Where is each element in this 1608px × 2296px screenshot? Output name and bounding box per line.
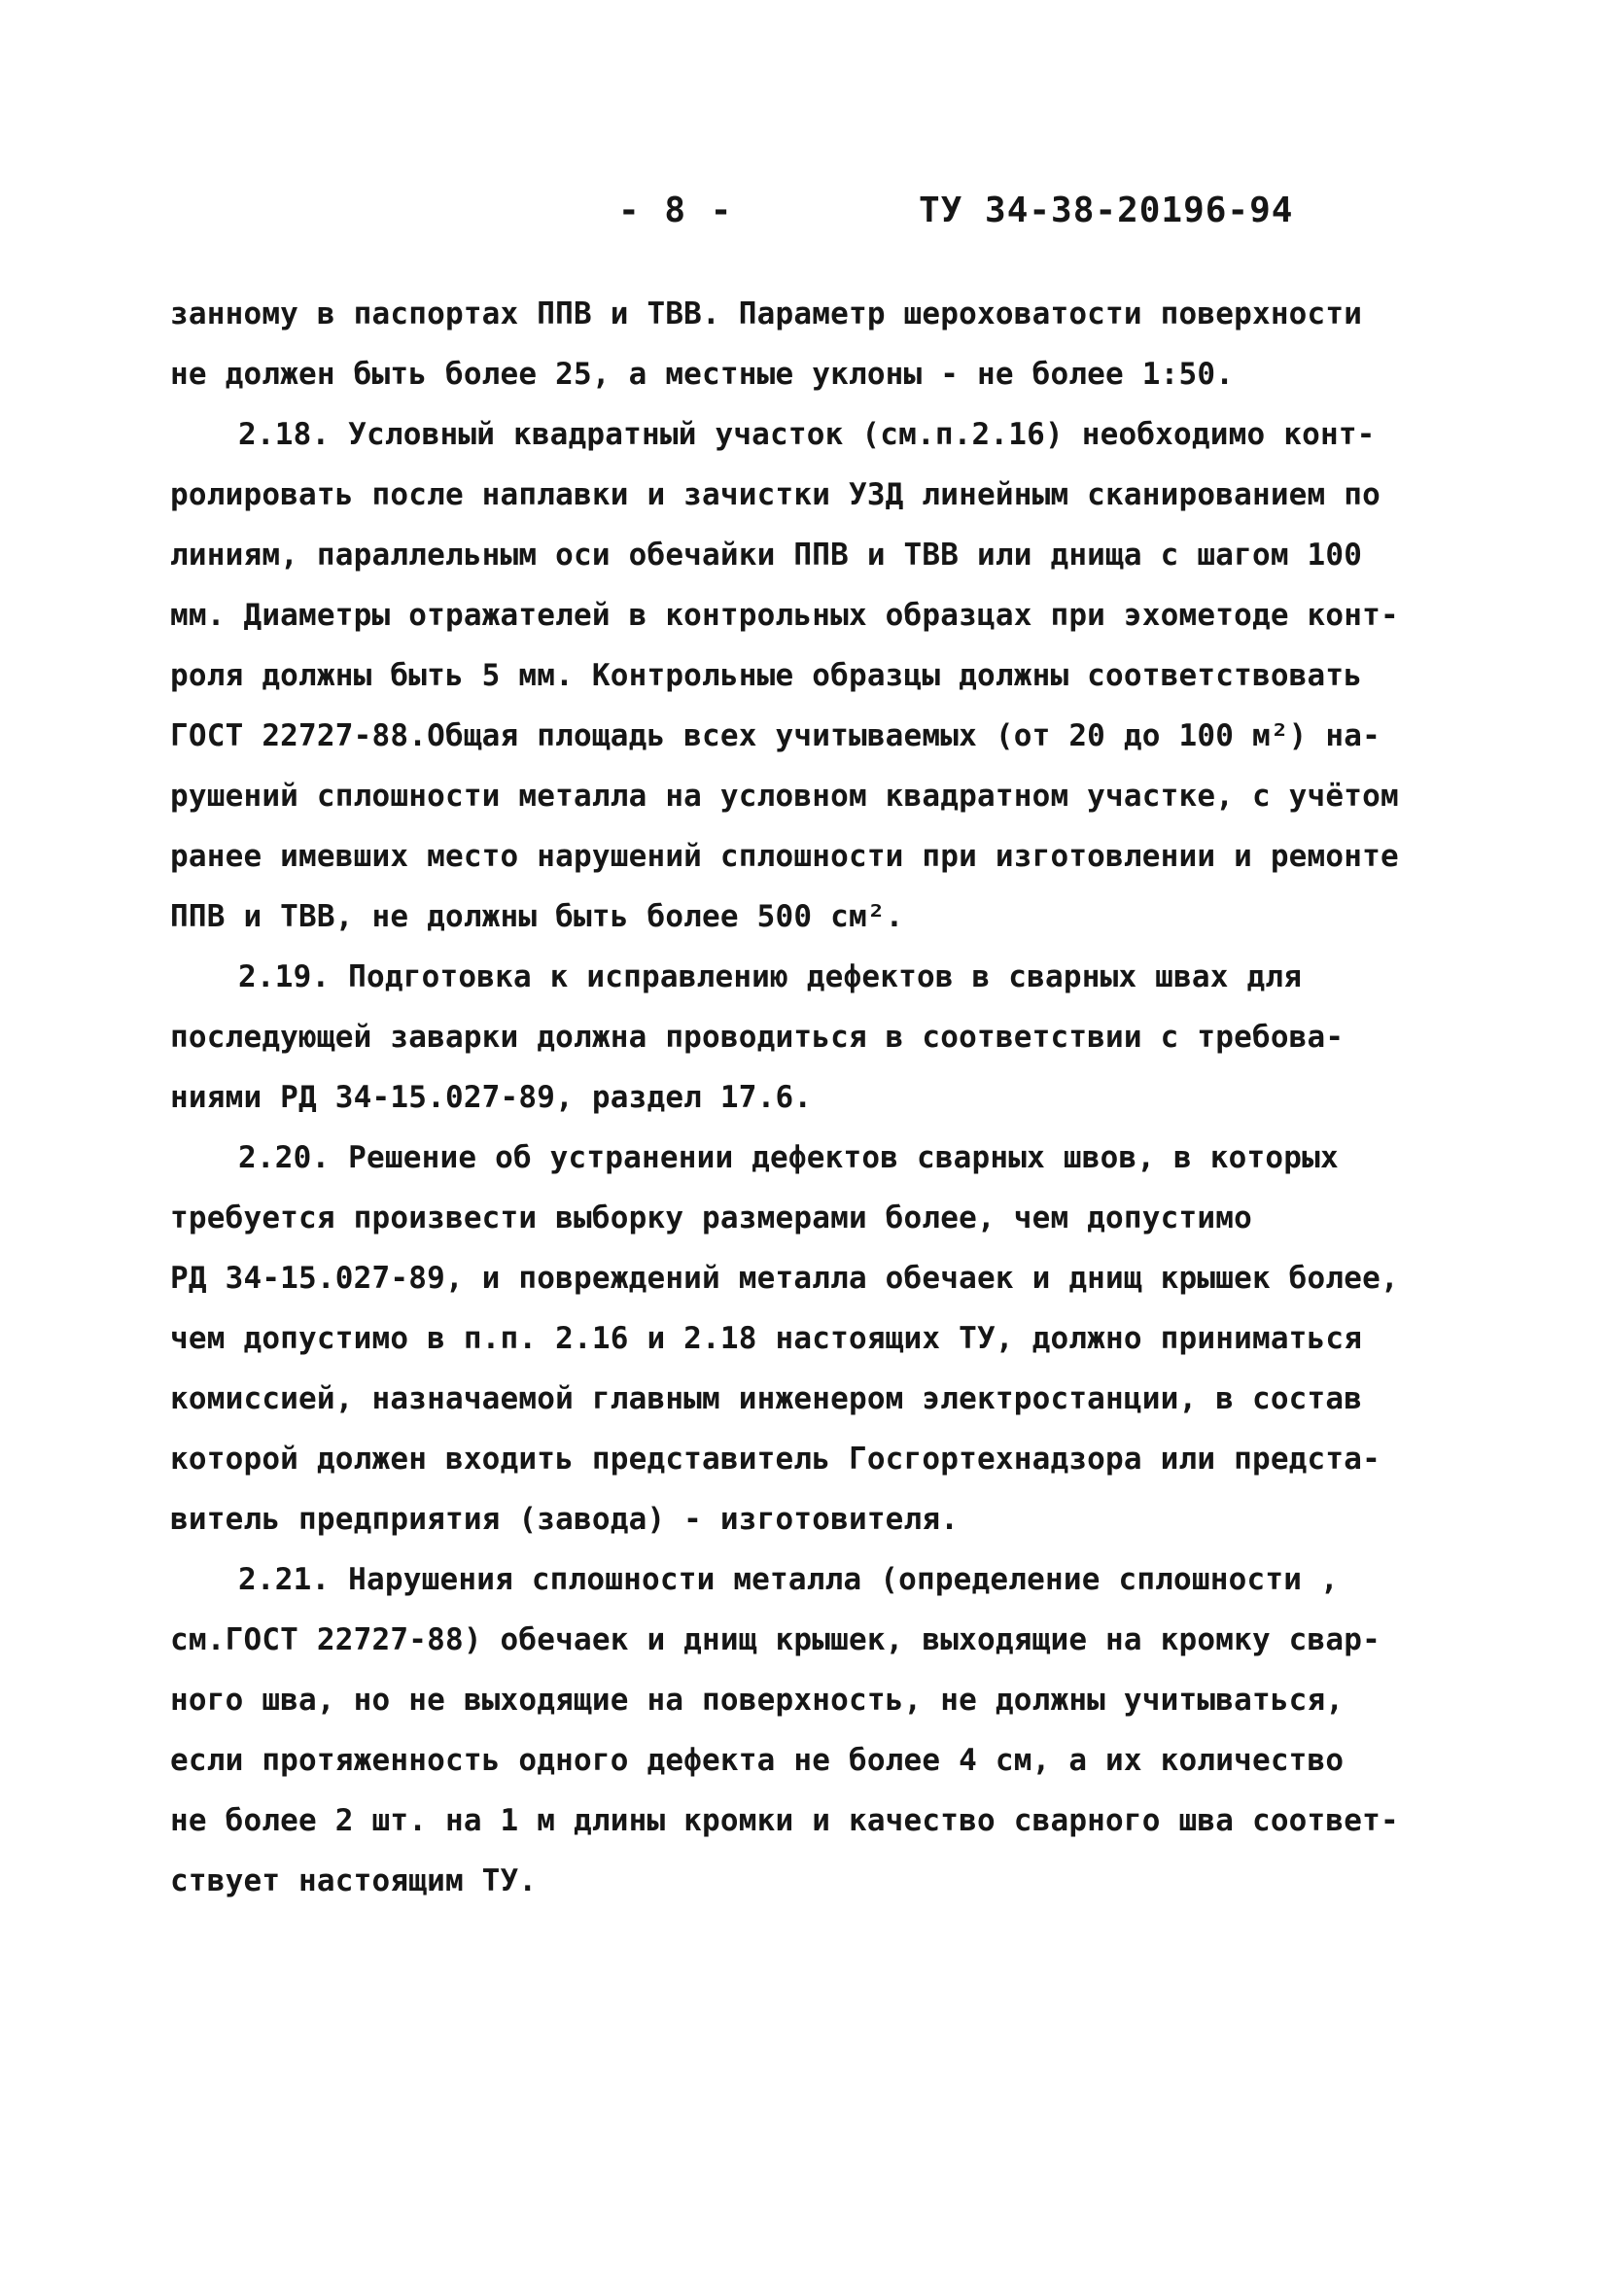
text-line: ролировать после наплавки и зачистки УЗД линейным сканированием по bbox=[170, 477, 1381, 512]
text-line: роля должны быть 5 мм. Контрольные образцы должны соответствовать bbox=[170, 658, 1363, 693]
page-number: - 8 - bbox=[618, 191, 734, 230]
page-header bbox=[0, 191, 1608, 239]
text-line: ранее имевших место нарушений сплошности при изготовлении и ремонте bbox=[170, 839, 1399, 874]
text-line: РД 34-15.027-89, и повреждений металла обечаек и днищ крышек более, bbox=[170, 1261, 1399, 1296]
text-line: занному в паспортах ППВ и ТВВ. Параметр шероховатости поверхности bbox=[170, 296, 1363, 331]
text-line: ГОСТ 22727-88.Общая площадь всех учитываемых (от 20 до 100 м²) на- bbox=[170, 718, 1381, 753]
text-line: которой должен входить представитель Госгортехнадзора или предста- bbox=[170, 1442, 1381, 1477]
text-line: ниями РД 34-15.027-89, раздел 17.6. bbox=[170, 1080, 813, 1115]
text-line: если протяженность одного дефекта не более 4 см, а их количество bbox=[170, 1743, 1345, 1778]
text-line: см.ГОСТ 22727-88) обечаек и днищ крышек, выходящие на кромку свар- bbox=[170, 1622, 1381, 1657]
text-line: не более 2 шт. на 1 м длины кромки и качество сварного шва соответ- bbox=[170, 1803, 1399, 1838]
text-line: мм. Диаметры отражателей в контрольных образцах при эхометоде конт- bbox=[170, 598, 1399, 633]
paragraph-2-20-start: 2.20. Решение об устранении дефектов сварных швов, в которых bbox=[238, 1140, 1339, 1175]
text-line: чем допустимо в п.п. 2.16 и 2.18 настоящих ТУ, должно приниматься bbox=[170, 1321, 1363, 1356]
text-line: линиям, параллельным оси обечайки ППВ и ТВВ или днища с шагом 100 bbox=[170, 538, 1363, 573]
document-code: ТУ 34-38-20196-94 bbox=[919, 191, 1294, 230]
text-line: последующей заварки должна проводиться в соответствии с требова- bbox=[170, 1020, 1345, 1055]
text-line: ствует настоящим ТУ. bbox=[170, 1863, 538, 1898]
text-line: не должен быть более 25, а местные уклоны - не более 1:50. bbox=[170, 357, 1235, 392]
text-line: витель предприятия (завода) - изготовителя. bbox=[170, 1502, 960, 1537]
text-line: требуется произвести выборку размерами более, чем допустимо bbox=[170, 1200, 1252, 1235]
paragraph-2-21-start: 2.21. Нарушения сплошности металла (определение сплошности , bbox=[238, 1562, 1339, 1597]
paragraph-2-18-start: 2.18. Условный квадратный участок (см.п.2.16) необходимо конт- bbox=[238, 417, 1376, 452]
text-line: ППВ и ТВВ, не должны быть более 500 см². bbox=[170, 899, 904, 934]
text-line: рушений сплошности металла на условном квадратном участке, с учётом bbox=[170, 779, 1399, 814]
text-line: комиссией, назначаемой главным инженером электростанции, в состав bbox=[170, 1381, 1363, 1416]
text-line: ного шва, но не выходящие на поверхность, не должны учитываться, bbox=[170, 1683, 1345, 1718]
document-body bbox=[170, 284, 1463, 1911]
paragraph-2-19-start: 2.19. Подготовка к исправлению дефектов в сварных швах для bbox=[238, 959, 1303, 994]
